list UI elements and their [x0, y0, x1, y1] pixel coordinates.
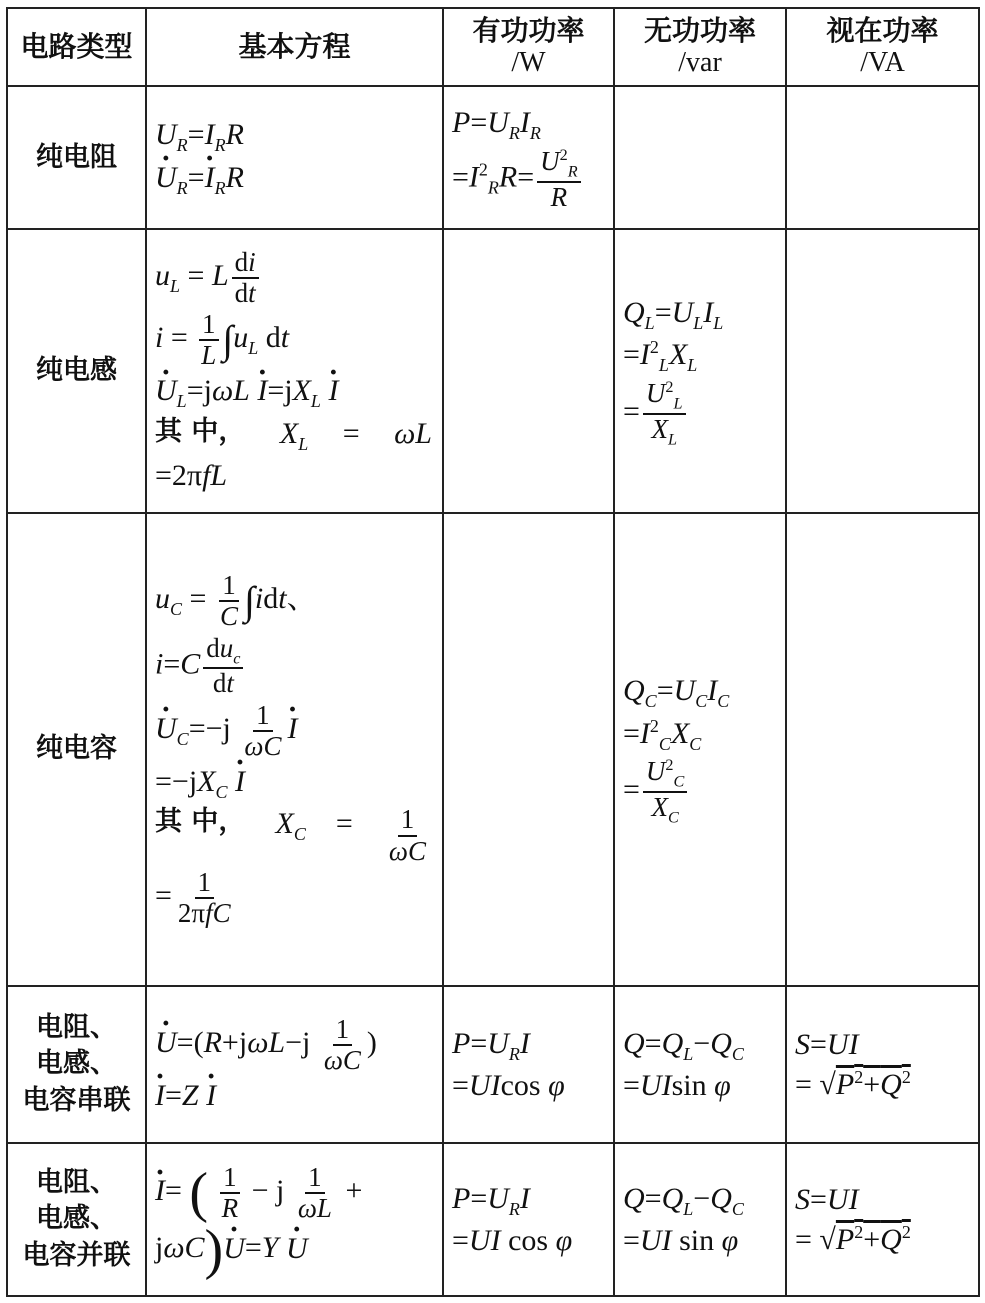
header-circuit-type: 电路类型 — [7, 8, 146, 86]
type-pure-resistor: 纯电阻 — [7, 86, 146, 229]
header-active-power-unit: /W — [511, 47, 546, 79]
eq-capacitor-tail: 、 — [286, 582, 317, 616]
row-rlc-series — [7, 986, 979, 1143]
header-reactive-power — [614, 8, 786, 86]
p-pure-resistor: $P=U_RI_R$ $=I^2_RR=$ $\frac{U^2_R}{R}$ — [443, 86, 614, 229]
header-reactive-power-label: 无功功率 — [643, 14, 756, 48]
q-pure-capacitor: $Q_C=U_CI_C$ $=I^2_CX_C$ = $\frac{U^2_C}{X_C}$ — [614, 513, 786, 986]
type-rlc-parallel — [7, 1143, 146, 1296]
q-rlc-series: $Q=Q_L-Q_C$ =UIsin φ — [614, 986, 786, 1143]
row-pure-capacitor — [7, 513, 979, 986]
s-pure-resistor — [786, 86, 979, 229]
type-rlc-parallel-line1: 电阻、 — [36, 1166, 117, 1198]
header-apparent-power-label: 视在功率 — [826, 14, 939, 48]
circuit-power-table — [6, 7, 980, 1297]
s-pure-capacitor — [786, 513, 979, 986]
type-rlc-series-line3: 电容串联 — [22, 1084, 131, 1116]
eq-pure-resistor: $U_R=I_RR$ · $U_R=\cdot I_RR$ — [146, 86, 443, 229]
eq-rlc-series: · U=(R+jωL−j $\frac{1}{\omega C}$ ) · I=Z · I — [146, 986, 443, 1143]
q-pure-resistor — [614, 86, 786, 229]
header-apparent-power — [786, 8, 979, 86]
row-pure-resistor — [7, 86, 979, 229]
type-rlc-parallel-line3: 电容并联 — [22, 1239, 131, 1271]
s-rlc-parallel: S=UI = $√P^2+Q^2$ — [786, 1143, 979, 1296]
header-row — [7, 8, 979, 86]
header-reactive-power-unit: /var — [678, 47, 722, 79]
header-apparent-power-unit: /VA — [860, 47, 905, 79]
header-basic-equation: 基本方程 — [146, 8, 443, 86]
q-pure-inductor: $Q_L=U_LI_L$ $=I^2_LX_L$ = $\frac{U^2_L}{X_L}$ — [614, 229, 786, 513]
header-active-power-label: 有功功率 — [472, 14, 585, 48]
where-inductor: 其 中， — [155, 415, 246, 447]
row-rlc-parallel — [7, 1143, 979, 1296]
type-rlc-parallel-line2: 电感、 — [36, 1203, 117, 1235]
type-pure-capacitor: 纯电容 — [7, 513, 146, 986]
where-capacitor: 其 中， — [155, 806, 246, 838]
type-rlc-series — [7, 986, 146, 1143]
p-rlc-parallel: $P=U_RI$ =UI cos φ — [443, 1143, 614, 1296]
type-pure-inductor: 纯电感 — [7, 229, 146, 513]
s-pure-inductor — [786, 229, 979, 513]
row-pure-inductor — [7, 229, 979, 513]
header-active-power — [443, 8, 614, 86]
type-rlc-series-line1: 电阻、 — [36, 1011, 117, 1043]
eq-pure-capacitor: $u_C$ = $\frac{1}{C}$ ∫idt、 i=C $\frac{du_c}{dt}$ · $U_C=-j$ $\frac{1}{\omega C}$ · I $=-jX_C \cdot I$ 其 中， $X_C$ = $\frac{1}{\omega C}$ = $\frac{1}{\text{2πfC}}$ — [146, 513, 443, 986]
p-pure-inductor — [443, 229, 614, 513]
eq-pure-inductor: $u_L = L$ $\frac{di}{dt}$ i = $\frac{1}{L}$ $\int u_L$ dt · $U_L=j\omega L \cdot I=jX_L \cdot I$ 其 中， $X_L$ = ωL =2πfL — [146, 229, 443, 513]
type-rlc-series-line2: 电感、 — [36, 1048, 117, 1080]
eq-rlc-parallel: · I= ( $\frac{1}{R}$ − j $\frac{1}{\omega L}$ + jωC)· U=Y · U — [146, 1143, 443, 1296]
s-rlc-series: S=UI = $√P^2+Q^2$ — [786, 986, 979, 1143]
p-rlc-series: $P=U_RI$ =UIcos φ — [443, 986, 614, 1143]
p-pure-capacitor — [443, 513, 614, 986]
q-rlc-parallel: $Q=Q_L-Q_C$ =UI sin φ — [614, 1143, 786, 1296]
